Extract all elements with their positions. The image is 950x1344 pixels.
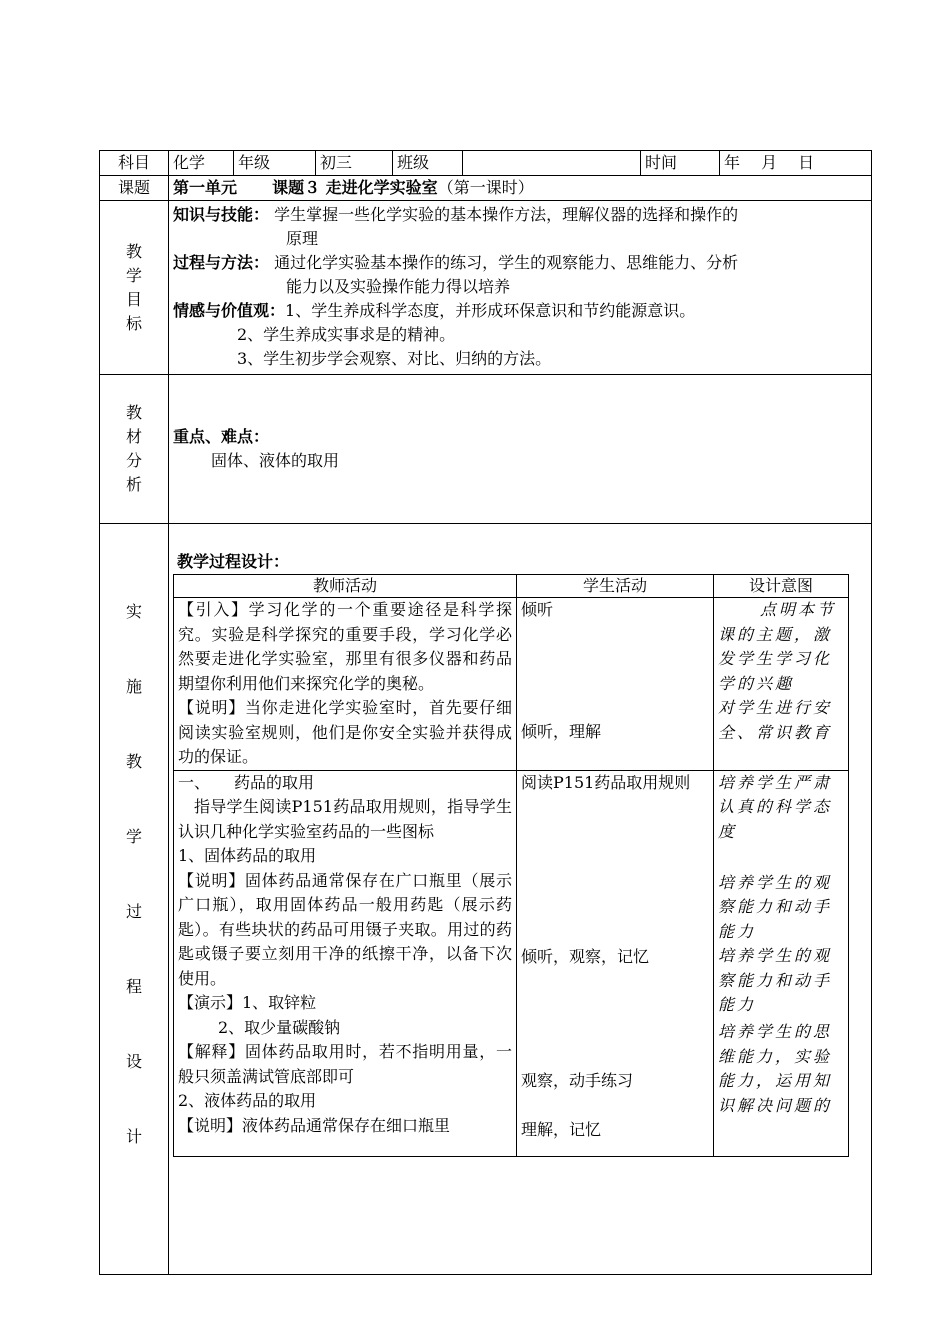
teacher-paragraph: 一、 药品的取用 (178, 772, 315, 792)
process-text: 通过化学实验基本操作的练习，学生的观察能力、思维能力、分析 (274, 253, 739, 272)
time-label: 时间 (641, 151, 720, 176)
emotion-item: 2、学生养成实事求是的精神。 (237, 325, 456, 344)
header-row (100, 151, 872, 176)
topic-value (169, 176, 872, 201)
student-activity-cell (517, 598, 714, 771)
emotion-item: 3、学生初步学会观察、对比、归纳的方法。 (237, 349, 552, 368)
teacher-activity-cell (174, 770, 517, 1156)
teacher-paragraph: 【说明】当你走进化学实验室时，首先要仔细阅读实验室规则，他们是你安全实验并获得成功的保证。 (178, 698, 512, 766)
process-label-char: 学 (125, 827, 142, 846)
process-label-char: 教 (125, 752, 142, 771)
teacher-paragraph: 1、固体药品的取用 (178, 846, 317, 865)
design-intent: 培养学生严肃认真的科学态度 (718, 772, 833, 841)
goals-label-char: 教 (125, 241, 142, 261)
knowledge-title: 知识与技能： (173, 205, 270, 224)
time-value: 年 月 日 (720, 151, 872, 176)
student-activity: 观察，动手练习 (521, 1070, 634, 1090)
design-intent: 培养学生的观察能力和动手能力 (718, 872, 833, 941)
design-column-header: 设计意图 (714, 575, 849, 598)
teacher-activity-cell (174, 598, 517, 771)
process-label-char: 施 (125, 677, 142, 696)
analysis-label-char: 析 (125, 475, 142, 494)
process-label-char: 设 (125, 1052, 142, 1071)
subject-value: 化学 (169, 151, 234, 176)
student-column-header: 学生活动 (517, 575, 714, 598)
analysis-label (100, 375, 169, 524)
goals-label-char: 目 (125, 289, 142, 309)
teacher-paragraph: 【演示】1、取锌粒 (178, 993, 317, 1012)
process-label-char: 实 (125, 602, 142, 621)
analysis-text: 固体、液体的取用 (211, 451, 340, 470)
process-label-char: 程 (125, 977, 142, 996)
process-label-char: 计 (125, 1127, 142, 1146)
student-activity: 阅读P151药品取用规则 (521, 772, 691, 792)
emotion-title: 情感与价值观： (173, 301, 286, 320)
analysis-content (169, 375, 872, 524)
analysis-label-char: 材 (125, 427, 142, 446)
teacher-column-header: 教师活动 (174, 575, 517, 598)
goals-label-char: 标 (125, 313, 142, 333)
goals-label (100, 201, 169, 375)
topic-name: 课题３ 走进化学实验室 (272, 178, 438, 197)
process-text-cont: 能力以及实验操作能力得以培养 (286, 277, 511, 296)
analysis-label-char: 分 (125, 451, 142, 470)
session-name: （第一课时） (437, 178, 534, 197)
goals-label-char: 学 (125, 265, 142, 285)
emotion-item: 1、学生养成科学态度，并形成环保意识和节约能源意识。 (285, 301, 696, 320)
activity-header-row (174, 575, 849, 598)
class-label: 班级 (393, 151, 463, 176)
knowledge-line (173, 203, 867, 227)
process-label (100, 524, 169, 1275)
analysis-title: 重点、难点： (173, 427, 270, 446)
unit-name: 第一单元 (173, 178, 238, 197)
design-intent: 点明本节课的主题，激发学生学习化学的兴趣 (718, 600, 837, 693)
design-intent: 培养学生的思维能力，实验能力，运用知识解决问题的 (718, 1022, 833, 1115)
activity-table (173, 574, 849, 1157)
knowledge-text: 学生掌握一些化学实验的基本操作方法，理解仪器的选择和操作的 (274, 205, 739, 224)
student-activity-cell (517, 770, 714, 1156)
process-row (100, 524, 872, 1275)
class-value (463, 151, 641, 176)
grade-label: 年级 (234, 151, 316, 176)
process-line (173, 251, 867, 275)
teacher-paragraph: 2、取少量碳酸钠 (218, 1017, 341, 1037)
process-title: 教学过程设计： (177, 552, 290, 571)
process-title: 过程与方法： (173, 253, 270, 272)
student-activity: 倾听，观察，记忆 (521, 946, 650, 966)
design-intent-cell (714, 770, 849, 1156)
process-content (169, 524, 872, 1275)
lesson-plan-table (99, 150, 872, 1275)
topic-row (100, 176, 872, 201)
design-intent-cell (714, 598, 849, 771)
knowledge-text-cont: 原理 (286, 229, 319, 248)
goals-content (169, 201, 872, 375)
teacher-paragraph: 2、液体药品的取用 (178, 1091, 317, 1110)
teacher-paragraph: 【解释】固体药品取用时，若不指明用量，一般只须盖满试管底部即可 (178, 1042, 512, 1086)
activity-row (174, 598, 849, 771)
design-intent: 培养学生的观察能力和动手能力 (718, 946, 833, 1014)
analysis-label-char: 教 (125, 403, 142, 422)
design-intent: 对学生进行安全、常识教育 (718, 698, 833, 742)
student-activity: 倾听，理解 (521, 722, 602, 741)
grade-value: 初三 (316, 151, 393, 176)
subject-label: 科目 (100, 151, 169, 176)
student-activity: 倾听 (521, 600, 554, 619)
emotion-line (173, 299, 867, 323)
analysis-row (100, 375, 872, 524)
topic-label: 课题 (100, 176, 169, 201)
teacher-paragraph: 指导学生阅读P151药品取用规则，指导学生认识几种化学实验室药品的一些图标 (178, 797, 512, 841)
activity-row (174, 770, 849, 1156)
process-label-char: 过 (125, 902, 142, 921)
teacher-paragraph: 【说明】固体药品通常保存在广口瓶里（展示广口瓶），取用固体药品一般用药匙（展示药匙）。有些块状的药品可用镊子夹取。用过的药匙或镊子要立刻用干净的纸擦干净，以备下次使用。 (178, 870, 512, 988)
student-activity: 理解，记忆 (521, 1119, 602, 1139)
teacher-paragraph: 【引入】学习化学的一个重要途径是科学探究。实验是科学探究的重要手段，学习化学必然要走进化学实验室，那里有很多仪器和药品期望你利用他们来探究化学的奥秘。 (178, 600, 512, 693)
goals-row (100, 201, 872, 375)
teacher-paragraph: 【说明】液体药品通常保存在细口瓶里 (178, 1115, 451, 1135)
